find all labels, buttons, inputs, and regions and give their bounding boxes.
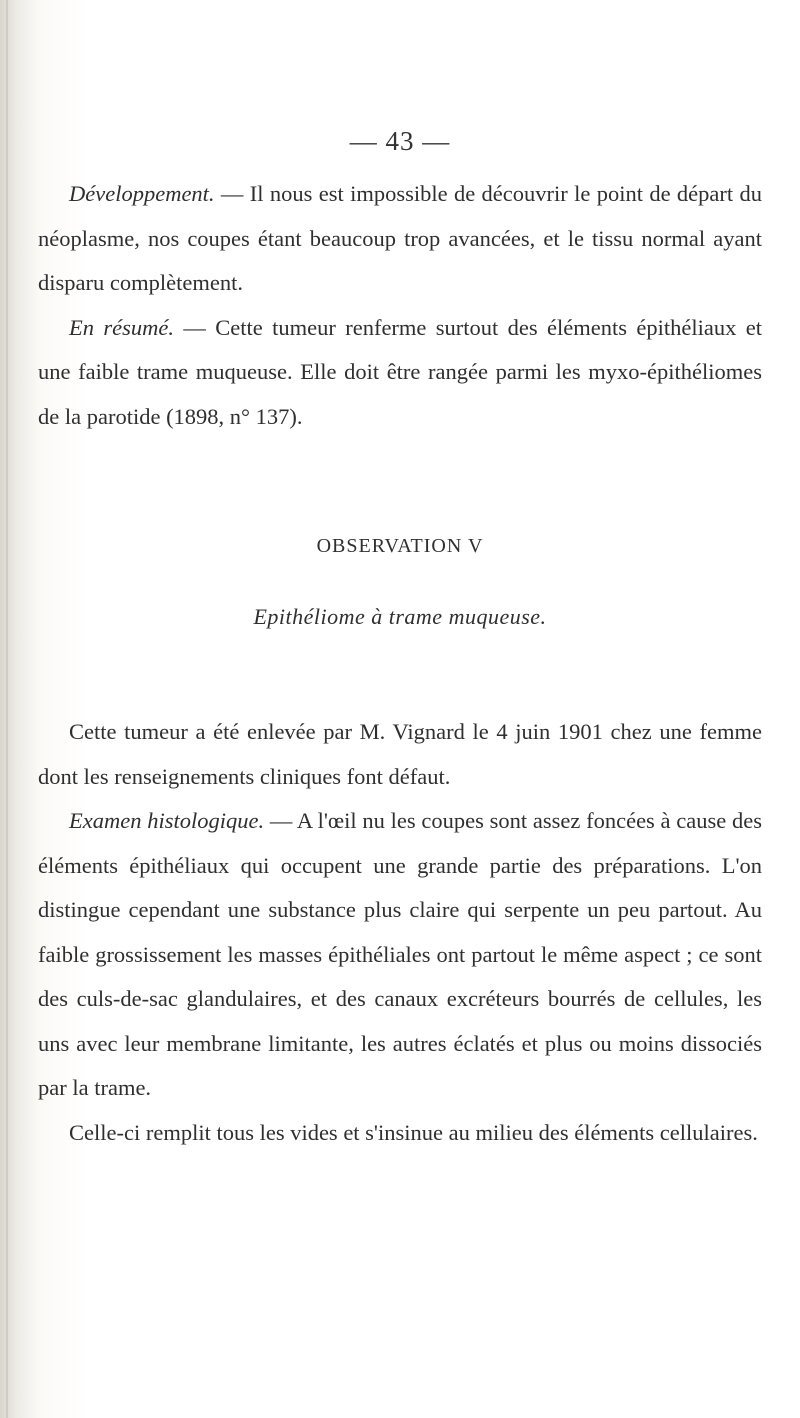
page-gutter-shadow bbox=[6, 0, 8, 1418]
paragraph-text: Celle-ci remplit tous les vides et s'insinue au milieu des éléments cellulaires. bbox=[69, 1119, 758, 1145]
paragraph-text: — A l'œil nu les coupes sont assez foncées à cause des éléments épithéliaux qui occupent une grande partie des préparations. L'on distingue cependant une substance plus claire qui serpente un peu partout. Au faible grossissement les masses épithéliales ont partout le même aspect ; ce sont des culs-de-sac glandulaires, et des canaux excréteurs bourrés de cellules, les uns avec leur membrane limitante, les autres éclatés et plus ou moins dissociés par la trame. bbox=[38, 808, 762, 1100]
observation-title: OBSERVATION V bbox=[316, 535, 484, 557]
paragraph-en-resume bbox=[38, 306, 762, 440]
paragraph-developpement bbox=[38, 172, 762, 306]
page-number: — 43 — bbox=[349, 126, 451, 156]
paragraph-lead: En résumé. bbox=[69, 314, 174, 340]
paragraph-trame bbox=[38, 1111, 762, 1156]
paragraph-examen-histologique bbox=[38, 799, 762, 1111]
paragraph-text: Cette tumeur a été enlevée par M. Vignard le 4 juin 1901 chez une femme dont les renseignements cliniques font défaut. bbox=[38, 719, 762, 789]
document-body bbox=[38, 140, 762, 1155]
paragraph-observation-intro bbox=[38, 710, 762, 799]
paragraph-lead: Développement. bbox=[69, 181, 215, 206]
paragraph-text: — Il nous est impossible de découvrir le point de départ du néoplasme, nos coupes étant beaucoup trop avancées, et le tissu normal ayant disparu complètement. bbox=[38, 181, 762, 295]
paragraph-text: — Cette tumeur renferme surtout des éléments épithéliaux et une faible trame muqueuse. Elle doit être rangée parmi les myxo-épithéliomes de la parotide (1898, n° 137). bbox=[38, 314, 762, 429]
paragraph-lead: Examen histologique. bbox=[69, 808, 265, 833]
observation-subtitle: Epithéliome à trame muqueuse. bbox=[253, 603, 547, 629]
